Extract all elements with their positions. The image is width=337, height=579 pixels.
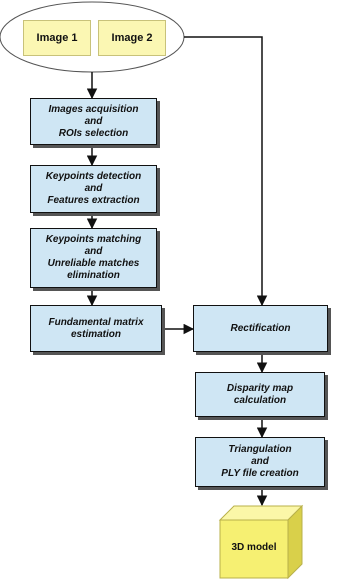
- 3d-model-label: 3D model: [231, 542, 277, 553]
- step-fundamental-matrix: Fundamental matrix estimation: [30, 305, 162, 352]
- image-2-box: Image 2: [98, 20, 166, 56]
- step-triangulation: Triangulation and PLY file creation: [195, 437, 325, 487]
- step-disparity-map: Disparity map calculation: [195, 372, 325, 417]
- image-1-box: Image 1: [23, 20, 91, 56]
- arrow-images-to-rectification: [184, 37, 262, 305]
- step-keypoints-detection: Keypoints detection and Features extraction: [30, 165, 157, 213]
- step-images-acquisition: Images acquisition and ROIs selection: [30, 98, 157, 145]
- step-keypoints-matching: Keypoints matching and Unreliable matches elimination: [30, 228, 157, 288]
- step-rectification: Rectification: [193, 305, 328, 352]
